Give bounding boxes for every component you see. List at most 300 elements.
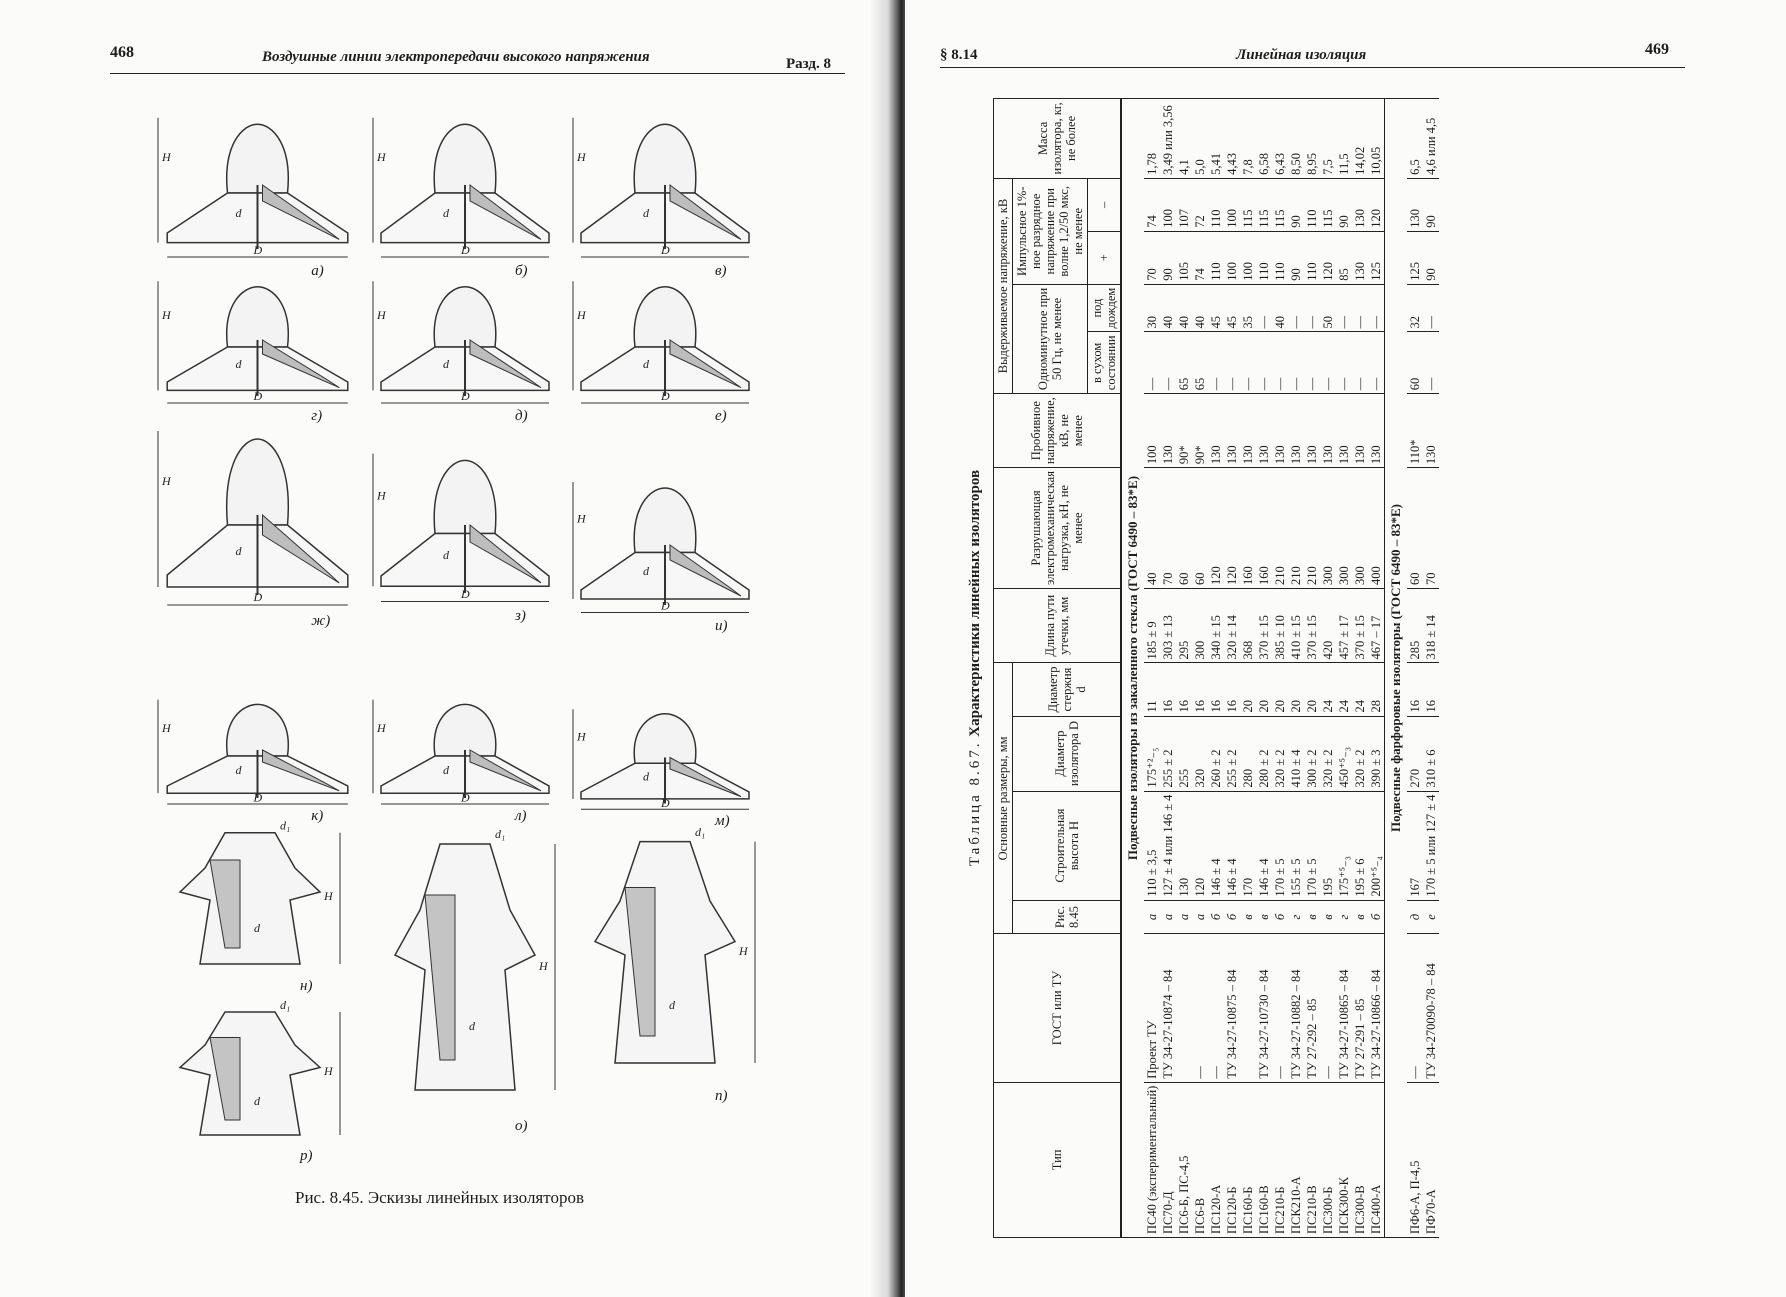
svg-text:H: H: [739, 944, 748, 958]
table-cell: 130: [1368, 394, 1385, 468]
insulator-sketch: [565, 820, 765, 1090]
table-cell: е: [1423, 900, 1439, 934]
table-cell: а: [1176, 900, 1192, 934]
table-cell: 255: [1176, 716, 1192, 791]
table-cell: ПФ6-А, П-4,5: [1407, 1082, 1423, 1237]
th-breakdown: Пробивное напряжение, кВ, не менее: [994, 394, 1122, 468]
table-cell: 70: [1160, 468, 1176, 589]
table-cell: 370 ± 15: [1352, 588, 1368, 663]
table-row: [1240, 99, 1256, 1238]
table-cell: 6,5: [1407, 99, 1423, 179]
table-cell: 146 ± 4: [1224, 791, 1240, 900]
table-cell: ПС300-Б: [1320, 1082, 1336, 1237]
svg-text:H: H: [162, 150, 171, 164]
table-cell: 24: [1352, 663, 1368, 716]
insulator-drawing: [565, 700, 765, 815]
table-row: [1272, 99, 1288, 1238]
svg-text:d₁: d₁: [495, 827, 506, 841]
table-cell: 146 ± 4: [1208, 791, 1224, 900]
table-cell: в: [1320, 900, 1336, 934]
table-cell: 155 ± 5: [1288, 791, 1304, 900]
table-cell: 130: [1208, 394, 1224, 468]
table-cell: 16: [1176, 663, 1192, 716]
svg-text:d: d: [235, 544, 242, 558]
svg-text:d: d: [643, 769, 649, 784]
th-rod: Диаметр стержня d: [1013, 663, 1122, 716]
insulator-sketch: [365, 690, 565, 810]
svg-text:d: d: [669, 998, 675, 1012]
table-cell: ТУ 34-27-10865 – 84: [1336, 934, 1352, 1082]
table-cell: 50: [1320, 284, 1336, 332]
insulator-sketch: [365, 105, 565, 265]
svg-text:d: d: [443, 763, 449, 777]
th-diameter: Диаметр изолятора D: [1013, 716, 1122, 791]
sketch-letter: о): [515, 1118, 528, 1134]
th-dims-group: Основные размеры, мм: [994, 663, 1013, 934]
svg-text:d: d: [254, 1094, 260, 1108]
sketch-letter: и): [715, 618, 728, 634]
svg-text:D: D: [461, 790, 470, 805]
table-cell: 127 ± 4 или 146 ± 4: [1160, 791, 1176, 900]
sketch-letter: в): [715, 263, 727, 279]
th-load: Разрушающая электромеханическая нагрузка, кН, не менее: [994, 468, 1122, 589]
table-cell: 5,0: [1192, 99, 1208, 179]
svg-text:d: d: [643, 564, 649, 578]
table-cell: 32: [1407, 284, 1423, 332]
section-ref-left: Разд. 8: [786, 56, 832, 72]
table-cell: 60: [1192, 468, 1208, 589]
table-row: [1407, 99, 1423, 1238]
table-cell: 390 ± 3: [1368, 716, 1385, 791]
svg-text:d: d: [235, 206, 242, 220]
insulator-drawing: [150, 270, 365, 410]
table-cell: 40: [1144, 468, 1160, 589]
table-cell: 24: [1320, 663, 1336, 716]
table-cell: 45: [1208, 284, 1224, 332]
table-cell: 90: [1288, 231, 1304, 284]
table-cell: ТУ 34-27-10874 – 84: [1160, 934, 1176, 1082]
table-cell: ПФ70-А: [1423, 1082, 1439, 1237]
table-cell: б: [1368, 900, 1385, 934]
table-section-title: Подвесные изоляторы из закаленного стекла (ГОСТ 6490 – 83*Е): [1121, 99, 1144, 1238]
table-cell: 130: [1176, 791, 1192, 900]
table-cell: 16: [1160, 663, 1176, 716]
table-cell: д: [1407, 900, 1423, 934]
table-cell: 6,43: [1272, 99, 1288, 179]
table-cell: 320 ± 2: [1320, 716, 1336, 791]
svg-text:H: H: [577, 150, 586, 164]
table-cell: 385 ± 10: [1272, 588, 1288, 663]
table-cell: б: [1272, 900, 1288, 934]
table-cell: 146 ± 4: [1256, 791, 1272, 900]
table-cell: 7,8: [1240, 99, 1256, 179]
table-cell: 110*: [1407, 394, 1423, 468]
table-cell: а: [1192, 900, 1208, 934]
table-cell: 8,50: [1288, 99, 1304, 179]
sketch-letter: з): [515, 608, 526, 624]
insulator-drawing: [150, 820, 350, 980]
table-cell: 40: [1176, 284, 1192, 332]
table-row: [1176, 99, 1192, 1238]
table-cell: 100: [1224, 178, 1240, 231]
table-cell: —: [1256, 284, 1272, 332]
table-cell: [1240, 934, 1256, 1082]
table-cell: 320: [1192, 716, 1208, 791]
table-cell: 70: [1144, 231, 1160, 284]
insulator-drawing: [150, 1000, 350, 1150]
table-cell: в: [1240, 900, 1256, 934]
table-cell: 20: [1304, 663, 1320, 716]
table-cell: 16: [1423, 663, 1439, 716]
table-cell: а: [1144, 900, 1160, 934]
table-cell: ПС70-Д: [1160, 1082, 1176, 1237]
th-gost: ГОСТ или ТУ: [994, 934, 1122, 1082]
table-cell: 74: [1144, 178, 1160, 231]
table-section-row: [1385, 99, 1408, 1238]
svg-text:H: H: [324, 889, 333, 903]
table-rotated: [967, 98, 1438, 1238]
table-cell: 160: [1240, 468, 1256, 589]
table-cell: 295: [1176, 588, 1192, 663]
svg-text:D: D: [661, 795, 670, 810]
insulator-sketch: [150, 820, 350, 980]
table-cell: 210: [1304, 468, 1320, 589]
insulator-sketch: [150, 105, 365, 265]
table-cell: 320 ± 2: [1272, 716, 1288, 791]
table-cell: 130: [1224, 394, 1240, 468]
table-cell: г: [1288, 900, 1304, 934]
table-cell: 300: [1320, 468, 1336, 589]
table-cell: 110: [1304, 231, 1320, 284]
table-cell: 195 ± 6: [1352, 791, 1368, 900]
table-cell: 100: [1144, 394, 1160, 468]
table-cell: б: [1208, 900, 1224, 934]
table-cell: —: [1160, 332, 1176, 394]
table-row: [1192, 99, 1208, 1238]
table-cell: 110: [1256, 231, 1272, 284]
running-head-left: Воздушные линии электропередачи высокого напряжения: [262, 49, 650, 65]
table-cell: ТУ 27-291 – 85: [1352, 934, 1368, 1082]
svg-text:H: H: [577, 729, 586, 744]
insulator-sketch: [565, 270, 765, 410]
left-page: [0, 0, 890, 1297]
table-cell: 410 ± 15: [1288, 588, 1304, 663]
table-cell: 115: [1320, 178, 1336, 231]
insulator-sketch: [150, 270, 365, 410]
svg-text:H: H: [324, 1064, 333, 1078]
insulator-sketch: [565, 470, 765, 620]
table-cell: 167: [1407, 791, 1423, 900]
svg-text:D: D: [253, 389, 263, 404]
table-cell: 200⁺⁵₋₄: [1368, 791, 1385, 900]
sketch-letter: л): [515, 808, 527, 824]
table-cell: —: [1144, 332, 1160, 394]
section-ref-right: § 8.14: [940, 47, 978, 63]
table-cell: 4,6 или 4,5: [1423, 99, 1439, 179]
table-cell: 300 ± 2: [1304, 716, 1320, 791]
table-cell: —: [1320, 934, 1336, 1082]
th-one-min: Одноминутное при 50 Гц, не менее: [1013, 284, 1088, 394]
table-cell: 105: [1176, 231, 1192, 284]
table-cell: 100: [1160, 178, 1176, 231]
svg-text:D: D: [253, 590, 263, 604]
table-cell: 5,41: [1208, 99, 1224, 179]
insulator-drawing: [565, 820, 765, 1090]
running-head-right: Линейная изоляция: [1236, 47, 1367, 63]
table-cell: 125: [1407, 231, 1423, 284]
table-title: [967, 98, 984, 1238]
table-title-text: Характеристики линейных изоляторов: [967, 469, 983, 737]
table-cell: 130: [1423, 394, 1439, 468]
sketch-letter: м): [715, 813, 730, 829]
table-section-row: [1121, 99, 1144, 1238]
table-cell: 45: [1224, 284, 1240, 332]
svg-text:H: H: [377, 150, 386, 164]
table-cell: 11: [1144, 663, 1160, 716]
table-cell: —: [1272, 934, 1288, 1082]
table-cell: 65: [1192, 332, 1208, 394]
table-cell: 4,43: [1224, 99, 1240, 179]
table-cell: 8,95: [1304, 99, 1320, 179]
table-cell: —: [1224, 332, 1240, 394]
table-cell: —: [1192, 934, 1208, 1082]
table-cell: 160: [1256, 468, 1272, 589]
table-cell: 130: [1240, 394, 1256, 468]
table-cell: в: [1304, 900, 1320, 934]
table-cell: 35: [1240, 284, 1256, 332]
table-cell: 30: [1144, 284, 1160, 332]
table-cell: 1,78: [1144, 99, 1160, 179]
table-cell: ПС400-А: [1368, 1082, 1385, 1237]
table-cell: 24: [1336, 663, 1352, 716]
th-mass: Масса изолятора, кг, не более: [994, 99, 1122, 179]
table-cell: 7,5: [1320, 99, 1336, 179]
table-cell: 110: [1304, 178, 1320, 231]
insulator-drawing: [565, 470, 765, 620]
table-cell: 300: [1336, 468, 1352, 589]
insulator-sketch: [150, 415, 365, 615]
table-cell: Проект ТУ: [1144, 934, 1160, 1082]
svg-text:H: H: [162, 308, 171, 322]
table-cell: 450⁺⁵₋₃: [1336, 716, 1352, 791]
table-cell: 70: [1423, 468, 1439, 589]
svg-text:H: H: [539, 959, 548, 973]
table-cell: 110: [1208, 178, 1224, 231]
table-cell: ПС40 (экспериментальный): [1144, 1082, 1160, 1237]
sketch-letter: е): [715, 408, 727, 424]
table-cell: —: [1208, 934, 1224, 1082]
table-cell: 280 ± 2: [1256, 716, 1272, 791]
table-cell: 10,05: [1368, 99, 1385, 179]
table-cell: 130: [1320, 394, 1336, 468]
table-row: [1160, 99, 1176, 1238]
table-cell: 467 – 17: [1368, 588, 1385, 663]
insulator-sketch: [150, 1000, 350, 1150]
table-cell: —: [1352, 332, 1368, 394]
table-cell: 170 ± 5: [1304, 791, 1320, 900]
table-cell: 115: [1240, 178, 1256, 231]
table-cell: 280: [1240, 716, 1256, 791]
svg-text:D: D: [661, 242, 670, 257]
table-cell: 130: [1288, 394, 1304, 468]
table-cell: 4,1: [1176, 99, 1192, 179]
table-row: [1256, 99, 1272, 1238]
table-cell: 130: [1256, 394, 1272, 468]
insulator-drawing: [565, 270, 765, 410]
sketch-letter: п): [715, 1088, 728, 1104]
table-cell: —: [1240, 332, 1256, 394]
svg-text:d: d: [254, 921, 260, 935]
svg-text:d₁: d₁: [695, 825, 706, 840]
th-fig: Рис. 8.45: [1013, 900, 1122, 934]
insulator-sketch: [565, 700, 765, 815]
table-row: [1320, 99, 1336, 1238]
table-cell: 130: [1304, 394, 1320, 468]
table-cell: 115: [1256, 178, 1272, 231]
table-cell: б: [1224, 900, 1240, 934]
table-cell: 6,58: [1256, 99, 1272, 179]
svg-text:D: D: [461, 389, 470, 404]
svg-text:d: d: [235, 763, 242, 777]
svg-text:d₁: d₁: [280, 820, 291, 833]
table-cell: —: [1288, 332, 1304, 394]
svg-text:D: D: [253, 790, 263, 805]
table-cell: 20: [1240, 663, 1256, 716]
table-cell: —: [1352, 284, 1368, 332]
table-cell: —: [1272, 332, 1288, 394]
table-section-title: Подвесные фарфоровые изоляторы (ГОСТ 6490 – 83*Е): [1385, 99, 1408, 1238]
table-cell: 120: [1208, 468, 1224, 589]
table-cell: 270: [1407, 716, 1423, 791]
table-cell: 285: [1407, 588, 1423, 663]
table-cell: 130: [1407, 178, 1423, 231]
svg-text:d: d: [643, 206, 649, 220]
page-number-right: 469: [1645, 41, 1669, 58]
sketch-letter: б): [515, 263, 528, 279]
table-cell: 370 ± 15: [1256, 588, 1272, 663]
table-cell: в: [1352, 900, 1368, 934]
table-cell: 125: [1368, 231, 1385, 284]
table-cell: —: [1304, 332, 1320, 394]
th-impulse: Импульсное 1%-ное разрядное напряжение при волне 1,2/50 мкс, не менее: [1013, 178, 1088, 284]
table-cell: —: [1320, 332, 1336, 394]
table-cell: 130: [1352, 178, 1368, 231]
table-cell: 260 ± 2: [1208, 716, 1224, 791]
table-cell: 16: [1224, 663, 1240, 716]
table-cell: 130: [1272, 394, 1288, 468]
svg-text:d: d: [443, 206, 449, 220]
svg-text:d: d: [443, 548, 449, 562]
th-creepage: Длина пути утечки, мм: [994, 588, 1122, 663]
th-minus: –: [1088, 178, 1122, 231]
sketch-letter: н): [300, 978, 313, 994]
table-cell: 300: [1192, 588, 1208, 663]
th-withstand-group: Выдерживаемое напряжение, кВ: [994, 178, 1013, 393]
table-cell: ПС6-В: [1192, 1082, 1208, 1237]
table-cell: ПС120-Б: [1224, 1082, 1240, 1237]
table-cell: 310 ± 6: [1423, 716, 1439, 791]
table-cell: —: [1208, 332, 1224, 394]
table-cell: а: [1160, 900, 1176, 934]
th-plus: +: [1088, 231, 1122, 284]
table-cell: 303 ± 13: [1160, 588, 1176, 663]
insulator-drawing: [365, 440, 565, 610]
insulator-drawing: [365, 105, 565, 265]
table-cell: 16: [1208, 663, 1224, 716]
svg-text:H: H: [377, 308, 386, 322]
sketch-letter: г): [311, 408, 323, 424]
table-cell: 85: [1336, 231, 1352, 284]
table-cell: 3,49 или 3,56: [1160, 99, 1176, 179]
table-cell: 65: [1176, 332, 1192, 394]
insulator-drawing: [150, 415, 365, 615]
table-cell: 90: [1160, 231, 1176, 284]
insulator-sketch: [365, 270, 565, 410]
table-cell: 90: [1423, 178, 1439, 231]
table-cell: 90*: [1192, 394, 1208, 468]
table-cell: ПС210-В: [1304, 1082, 1320, 1237]
table-cell: 40: [1272, 284, 1288, 332]
table-cell: 320 ± 2: [1352, 716, 1368, 791]
insulator-sketch: [565, 105, 765, 265]
insulator-drawing: [565, 105, 765, 265]
table-cell: 175⁺²₋₅: [1144, 716, 1160, 791]
table-cell: ПС160-Б: [1240, 1082, 1256, 1237]
table-cell: 110: [1208, 231, 1224, 284]
header-rule-right: [940, 67, 1685, 68]
table-cell: 115: [1272, 178, 1288, 231]
table-cell: —: [1368, 284, 1385, 332]
table-cell: —: [1336, 332, 1352, 394]
table-cell: 60: [1176, 468, 1192, 589]
table-cell: 130: [1352, 231, 1368, 284]
table-cell: 20: [1272, 663, 1288, 716]
table-cell: [1176, 934, 1192, 1082]
svg-text:H: H: [577, 308, 586, 322]
table-cell: 420: [1320, 588, 1336, 663]
table-cell: —: [1256, 332, 1272, 394]
table-cell: 410 ± 4: [1288, 716, 1304, 791]
table-row: [1208, 99, 1224, 1238]
svg-text:d₁: d₁: [280, 1000, 291, 1012]
table-cell: 368: [1240, 588, 1256, 663]
table-row: [1304, 99, 1320, 1238]
table-cell: 20: [1288, 663, 1304, 716]
table-cell: 60: [1407, 332, 1423, 394]
table-row: [1423, 99, 1439, 1238]
table-row: [1224, 99, 1240, 1238]
table-cell: 457 ± 17: [1336, 588, 1352, 663]
table-cell: 130: [1336, 394, 1352, 468]
svg-text:D: D: [461, 242, 470, 257]
table-cell: —: [1336, 284, 1352, 332]
svg-text:d: d: [235, 357, 242, 371]
svg-text:H: H: [577, 511, 586, 526]
insulator-table: [993, 98, 1439, 1238]
svg-text:H: H: [162, 474, 171, 488]
svg-text:D: D: [661, 389, 670, 404]
table-cell: 60: [1407, 468, 1423, 589]
th-dry: в сухом состоянии: [1088, 332, 1122, 394]
table-cell: ПС120-А: [1208, 1082, 1224, 1237]
table-cell: 100: [1240, 231, 1256, 284]
table-cell: ТУ 34-27-10875 – 84: [1224, 934, 1240, 1082]
table-cell: ПС300-В: [1352, 1082, 1368, 1237]
table-cell: ПСК300-К: [1336, 1082, 1352, 1237]
sketch-letter: ж): [311, 613, 331, 629]
table-cell: 318 ± 14: [1423, 588, 1439, 663]
svg-text:D: D: [461, 587, 470, 602]
